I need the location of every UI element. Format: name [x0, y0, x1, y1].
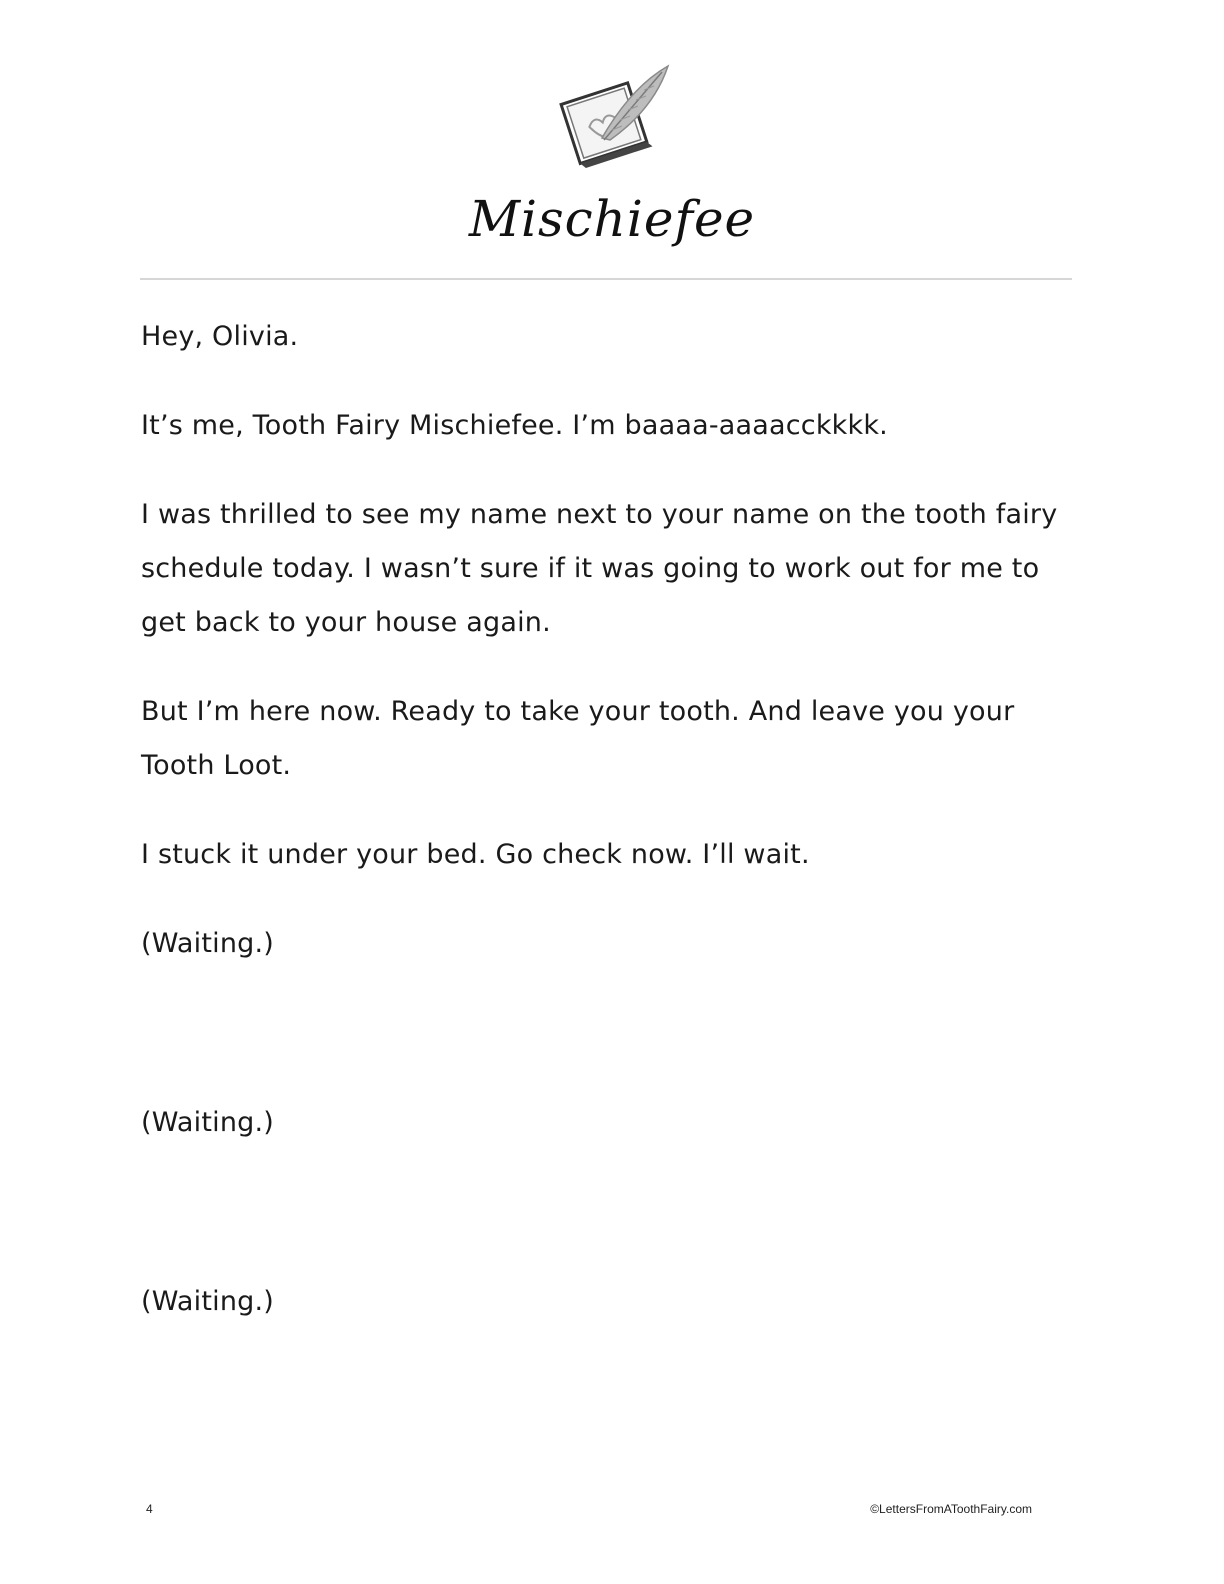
- waiting-line: (Waiting.): [141, 1107, 275, 1138]
- header-divider: [140, 278, 1072, 280]
- letter-title: Mischiefee: [468, 190, 756, 248]
- letter-paragraph: It’s me, Tooth Fairy Mischiefee. I’m baaaa-aaaacckkkk.: [141, 410, 888, 441]
- letter-greeting: Hey, Olivia.: [141, 321, 299, 352]
- page-number: 4: [146, 1502, 153, 1516]
- letter-paragraph: I was thrilled to see my name next to your name on the tooth fairy schedule today. I wasn’t sure if it was going to work out for me to get back to your house again.: [141, 499, 1058, 638]
- letter-body: [141, 310, 1076, 1364]
- letter-paragraph: I stuck it under your bed. Go check now. I’ll wait.: [141, 839, 810, 870]
- letter-paragraph: But I’m here now. Ready to take your tooth. And leave you your Tooth Loot.: [141, 696, 1015, 781]
- waiting-line: (Waiting.): [141, 1286, 275, 1317]
- waiting-line: (Waiting.): [141, 928, 275, 959]
- notepad-quill-icon: [540, 60, 680, 180]
- copyright-notice: ©LettersFromAToothFairy.com: [870, 1502, 1032, 1516]
